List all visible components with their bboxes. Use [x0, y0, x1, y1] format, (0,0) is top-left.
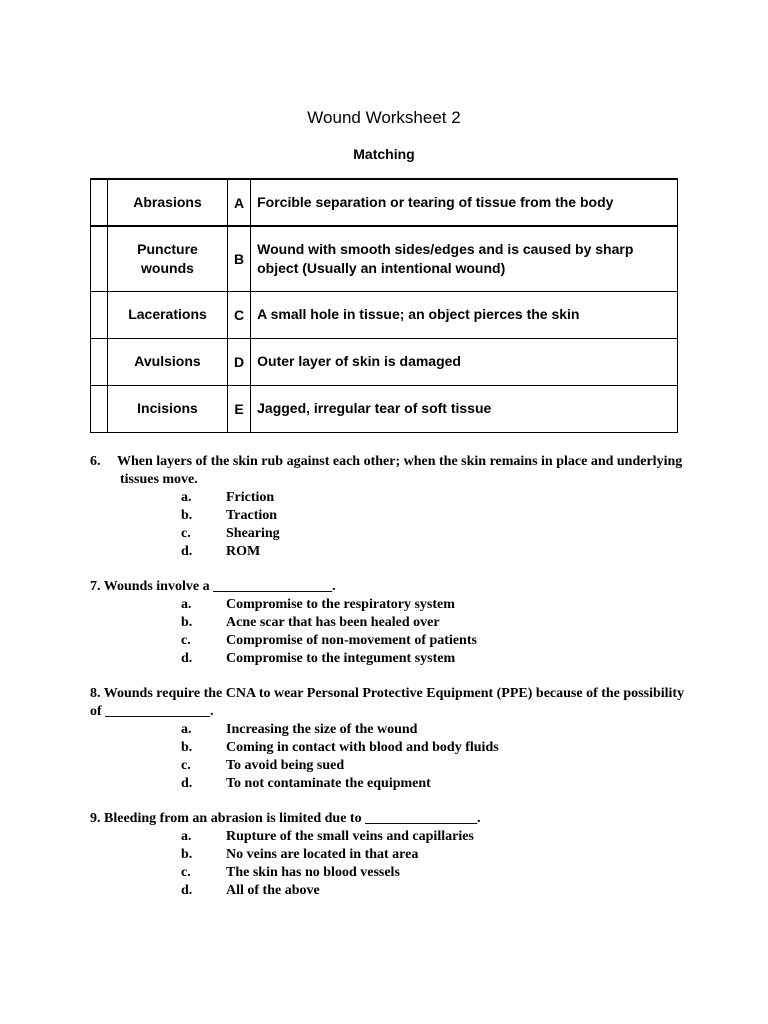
answer-option[interactable] [90, 632, 690, 650]
question-number: 7. [90, 579, 101, 594]
matching-term: Avulsions [108, 338, 228, 385]
answer-option[interactable] [90, 614, 690, 632]
option-letter: a. [181, 829, 192, 844]
option-letter: c. [181, 633, 191, 648]
matching-row [91, 226, 678, 291]
option-text: Rupture of the small veins and capillaries [226, 829, 474, 844]
matching-definition: Outer layer of skin is damaged [251, 338, 678, 385]
question-9 [90, 810, 690, 900]
option-letter: b. [181, 847, 193, 862]
option-text: Acne scar that has been healed over [226, 615, 440, 630]
matching-definition: Forcible separation or tearing of tissue from the body [251, 179, 678, 226]
option-letter: b. [181, 615, 193, 630]
option-text: To not contaminate the equipment [226, 776, 431, 791]
answer-option[interactable] [90, 489, 690, 507]
option-text: The skin has no blood vessels [226, 865, 400, 880]
option-text: Compromise of non-movement of patients [226, 633, 477, 648]
question-stem: When layers of the skin rub against each other; when the skin remains in place and underlying tissues move. [117, 454, 683, 487]
answer-option[interactable] [90, 596, 690, 614]
answer-blank[interactable] [91, 291, 108, 338]
option-text: No veins are located in that area [226, 847, 419, 862]
option-text: All of the above [226, 883, 320, 898]
worksheet-title: Wound Worksheet 2 [307, 108, 461, 127]
option-text: Increasing the size of the wound [226, 722, 418, 737]
option-letter: d. [181, 651, 193, 666]
answer-option[interactable] [90, 650, 690, 668]
option-letter: d. [181, 883, 193, 898]
option-letter: c. [181, 865, 191, 880]
section-subtitle: Matching [353, 146, 415, 162]
option-text: Coming in contact with blood and body fluids [226, 740, 499, 755]
question-stem: Bleeding from an abrasion is limited due to ________________. [104, 811, 481, 826]
matching-definition: A small hole in tissue; an object pierces the skin [251, 291, 678, 338]
matching-term: Incisions [108, 385, 228, 432]
option-letter: a. [181, 597, 192, 612]
matching-letter: C [228, 291, 251, 338]
matching-term: Lacerations [108, 291, 228, 338]
answer-option[interactable] [90, 775, 690, 793]
question-stem: Wounds require the CNA to wear Personal Protective Equipment (PPE) because of the possibility of _______________. [90, 686, 685, 719]
matching-term: Abrasions [108, 179, 228, 226]
option-letter: c. [181, 526, 191, 541]
answer-option[interactable] [90, 757, 690, 775]
matching-row [91, 338, 678, 385]
matching-term: Puncture wounds [108, 226, 228, 291]
answer-option[interactable] [90, 739, 690, 757]
answer-option[interactable] [90, 721, 690, 739]
matching-letter: A [228, 179, 251, 226]
option-text: Friction [226, 490, 275, 505]
option-letter: a. [181, 490, 192, 505]
matching-row [91, 179, 678, 226]
matching-letter: D [228, 338, 251, 385]
answer-option[interactable] [90, 828, 690, 846]
matching-definition: Jagged, irregular tear of soft tissue [251, 385, 678, 432]
matching-table [90, 178, 678, 433]
question-number: 8. [90, 686, 101, 701]
option-letter: b. [181, 740, 193, 755]
answer-blank[interactable] [91, 179, 108, 226]
matching-row [91, 385, 678, 432]
matching-definition: Wound with smooth sides/edges and is caused by sharp object (Usually an intentional wound) [251, 226, 678, 291]
matching-letter: B [228, 226, 251, 291]
question-7 [90, 578, 690, 668]
question-8 [90, 685, 690, 793]
question-number: 9. [90, 811, 101, 826]
option-text: To avoid being sued [226, 758, 345, 773]
answer-option[interactable] [90, 864, 690, 882]
option-text: Shearing [226, 526, 280, 541]
option-letter: d. [181, 776, 193, 791]
option-letter: a. [181, 722, 192, 737]
answer-blank[interactable] [91, 226, 108, 291]
matching-row [91, 291, 678, 338]
option-text: Compromise to the respiratory system [226, 597, 455, 612]
answer-option[interactable] [90, 525, 690, 543]
matching-letter: E [228, 385, 251, 432]
answer-option[interactable] [90, 507, 690, 525]
answer-option[interactable] [90, 846, 690, 864]
question-number: 6. [90, 454, 101, 469]
question-stem: Wounds involve a _________________. [103, 579, 336, 594]
question-6 [90, 453, 690, 561]
option-letter: c. [181, 758, 191, 773]
option-letter: b. [181, 508, 193, 523]
option-letter: d. [181, 544, 193, 559]
option-text: Traction [226, 508, 278, 523]
answer-option[interactable] [90, 882, 690, 900]
multiple-choice-section [90, 453, 690, 917]
answer-blank[interactable] [91, 385, 108, 432]
option-text: Compromise to the integument system [226, 651, 456, 666]
answer-option[interactable] [90, 543, 690, 561]
option-text: ROM [226, 544, 261, 559]
answer-blank[interactable] [91, 338, 108, 385]
